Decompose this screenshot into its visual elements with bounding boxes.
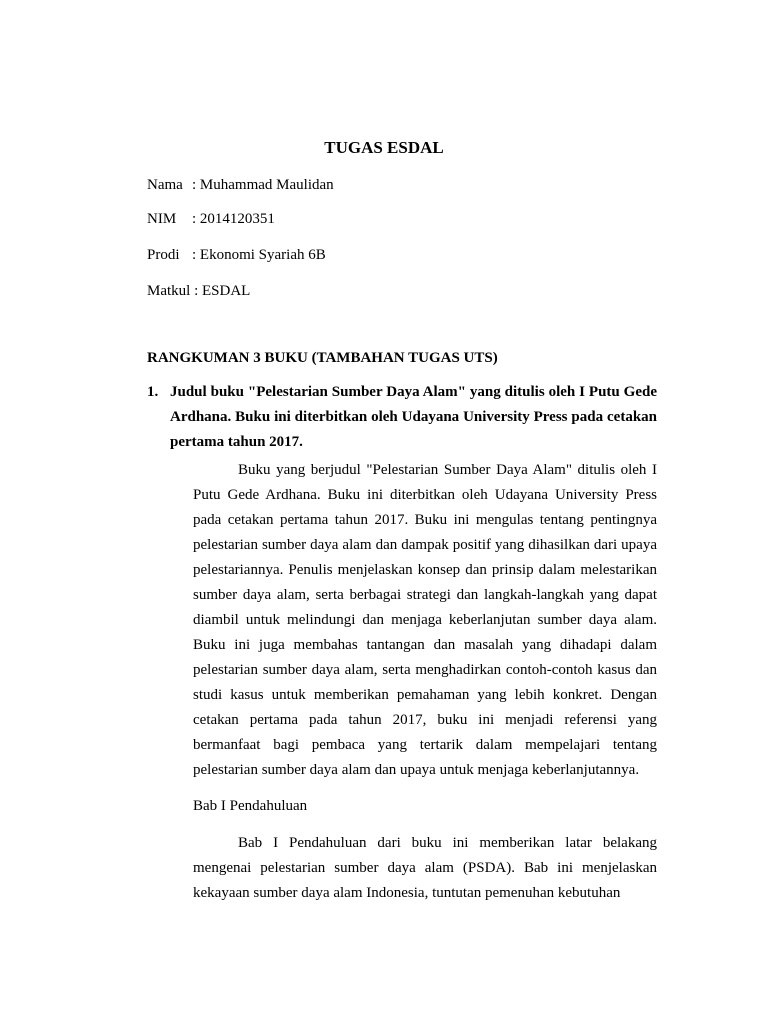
info-label-nama: Nama [147, 177, 183, 193]
list-item-title: Judul buku "Pelestarian Sumber Daya Alam" yang ditulis oleh I Putu Gede Ardhana. Buku ini diterbitkan oleh Udayana University Press pada cetakan pertama tahun 2017. [170, 384, 657, 450]
info-value-prodi: : Ekonomi Syariah 6B [192, 247, 326, 263]
info-row-prodi [147, 247, 326, 264]
info-value-nim: : 2014120351 [192, 211, 275, 227]
info-label-nim: NIM [147, 211, 177, 227]
info-row-nama [147, 177, 334, 194]
info-row-nim [147, 211, 275, 228]
chapter-subheading: Bab I Pendahuluan [193, 798, 308, 814]
info-row-matkul: Matkul : ESDAL [147, 283, 251, 299]
list-item-number: 1. [147, 384, 159, 400]
info-label-prodi: Prodi [147, 247, 180, 263]
chapter-paragraph: Bab I Pendahuluan dari buku ini memberikan latar belakang mengenai pelestarian sumber daya alam (PSDA). Bab ini menjelaskan kekayaan sumber daya alam Indonesia, tuntutan pemenuhan kebutuhan [193, 835, 657, 901]
summary-paragraph: Buku yang berjudul "Pelestarian Sumber Daya Alam" ditulis oleh I Putu Gede Ardhana. Buku ini diterbitkan oleh Udayana University Press pada cetakan pertama tahun 2017. Buku ini mengulas tentang pentingnya pelestarian sumber daya alam dan dampak positif yang dihasilkan dari upaya pelestariannya. Penulis menjelaskan konsep dan prinsip dalam melestarikan sumber daya alam, serta berbagai strategi dan langkah-langkah yang dapat diambil untuk melindungi dan menjaga keberlanjutan sumber daya alam. Buku ini juga membahas tantangan dan masalah yang dihadapi dalam pelestarian sumber daya alam, serta menghadirkan contoh-contoh kasus dan studi kasus untuk memberikan pemahaman yang lebih konkret. Dengan cetakan pertama pada tahun 2017, buku ini menjadi referensi yang bermanfaat bagi pembaca yang tertarik dalam mempelajari tentang pelestarian sumber daya alam dan upaya untuk menjaga keberlanjutannya. [193, 462, 657, 778]
info-value-nama: : Muhammad Maulidan [192, 177, 334, 193]
section-heading: RANGKUMAN 3 BUKU (TAMBAHAN TUGAS UTS) [147, 350, 498, 366]
document-title: TUGAS ESDAL [324, 138, 444, 157]
